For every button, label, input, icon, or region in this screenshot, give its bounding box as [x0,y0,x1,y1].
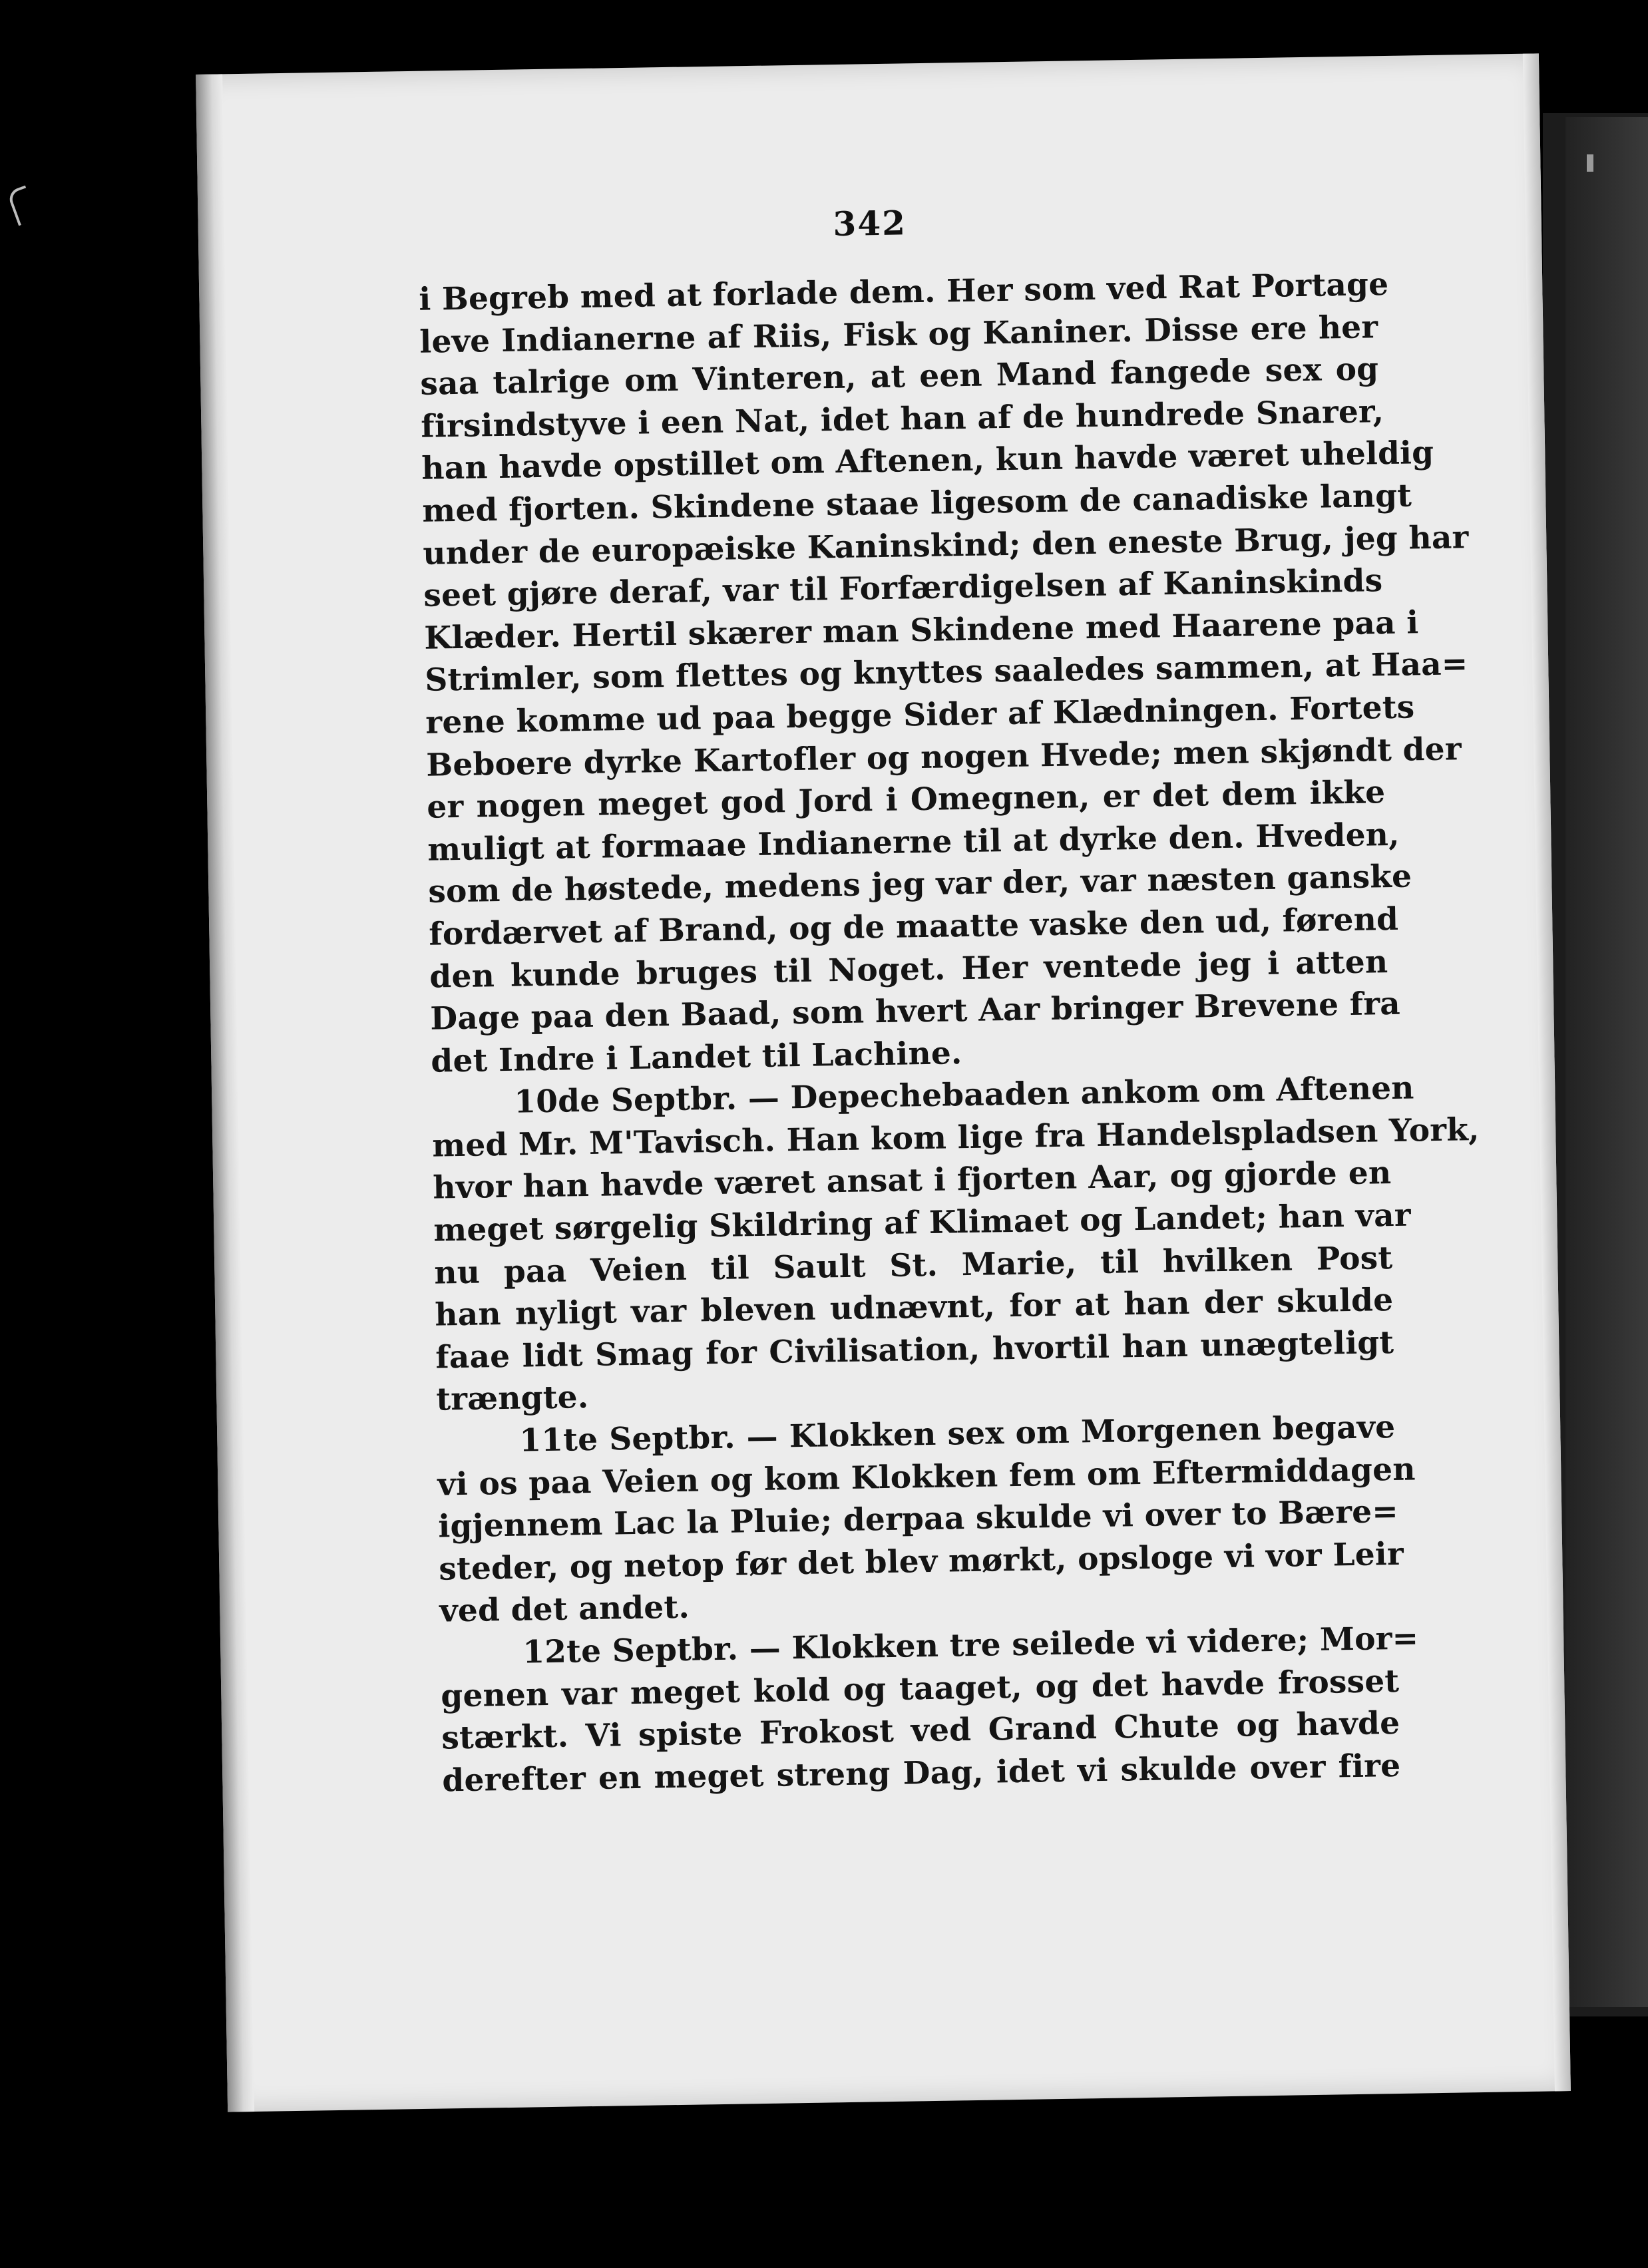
facing-page-shadow [1565,117,1648,2007]
text-line: nu paa Veien til Sault St. Marie, til hvilken Post [433,1239,1393,1292]
margin-pencil-mark [7,185,38,226]
text-line: genen var meget kold og taaget, og det havde frosset [440,1662,1400,1715]
text-line: vi os paa Veien og kom Klokken fem om Eftermiddagen [437,1451,1416,1503]
text-line: leve Indianerne af Riis, Fisk og Kaniner. Disse ere her [419,308,1378,361]
facing-page-mark [1587,154,1593,172]
text-line: han havde opstillet om Aftenen, kun havde været uheldig [421,435,1434,488]
text-line: muligt at formaae Indianerne til at dyrke den. Hveden, [427,816,1400,868]
text-line: faae lidt Smag for Civilisation, hvortil han unægteligt [435,1324,1394,1376]
text-line: seet gjøre deraf, var til Forfærdigelsen af Kaninskinds [423,562,1383,614]
text-line: rene komme ud paa begge Sider af Klædningen. Fortets [425,689,1415,741]
text-line: i Begreb med at forlade dem. Her som ved Rat Portage [418,266,1389,318]
page-number: 342 [833,203,907,244]
text-line: hvor han havde været ansat i fjorten Aar, og gjorde en [432,1155,1392,1207]
text-line: 12te Septbr. — Klokken tre seilede vi videre; Mor= [522,1620,1419,1671]
text-line: 10de Septbr. — Depechebaaden ankom om Aftenen [513,1069,1415,1121]
text-line: under de europæiske Kaninskind; den eneste Brug, jeg har [422,518,1469,572]
text-line: som de høstede, medens jeg var der, var næsten ganske [427,858,1412,911]
text-line: er nogen meget god Jord i Omegnen, er det dem ikke [426,774,1386,826]
text-line: saa talrige om Vinteren, at een Mand fangede sex og [419,351,1379,403]
text-line: igjennem Lac la Pluie; derpaa skulde vi over to Bære= [437,1493,1399,1545]
text-line: Strimler, som flettes og knyttes saaledes sammen, at Haa= [424,646,1468,699]
text-line: ved det andet. [439,1589,690,1630]
book-page [196,53,1571,2112]
text-line: med fjorten. Skindene staae ligesom de canadiske langt [421,477,1412,530]
page-gutter [196,74,254,2112]
text-line: fordærvet af Brand, og de maatte vaske den ud, førend [428,900,1399,953]
text-line: Dage paa den Baad, som hvert Aar bringer Brevene fra [429,985,1401,1038]
text-line: stærkt. Vi spiste Frokost ved Grand Chute og havde [441,1705,1400,1757]
text-line: han nyligt var bleven udnævnt, for at han der skulde [434,1282,1394,1334]
text-line: 11te Septbr. — Klokken sex om Morgenen begave [518,1409,1396,1459]
body-text [418,264,1480,1802]
text-line: det Indre i Landet til Lachine. [430,1034,962,1080]
text-line: trængte. [435,1379,589,1419]
text-line: Klæder. Hertil skærer man Skindene med Haarene paa i [423,604,1419,657]
text-line: Beboere dyrke Kartofler og nogen Hvede; men skjøndt der [425,730,1462,784]
text-line: den kunde bruges til Noget. Her ventede jeg i atten [429,943,1388,996]
text-line: firsindstyve i een Nat, idet han af de hundrede Snarer, [420,393,1384,445]
text-line: med Mr. M'Tavisch. Han kom lige fra Handelspladsen York, [431,1111,1480,1165]
text-line: derefter en meget streng Dag, idet vi skulde over fire [441,1747,1401,1799]
text-line: steder, og netop før det blev mørkt, opsloge vi vor Leir [438,1535,1404,1588]
text-line: meget sørgelig Skildring af Klimaet og Landet; han var [433,1197,1412,1249]
